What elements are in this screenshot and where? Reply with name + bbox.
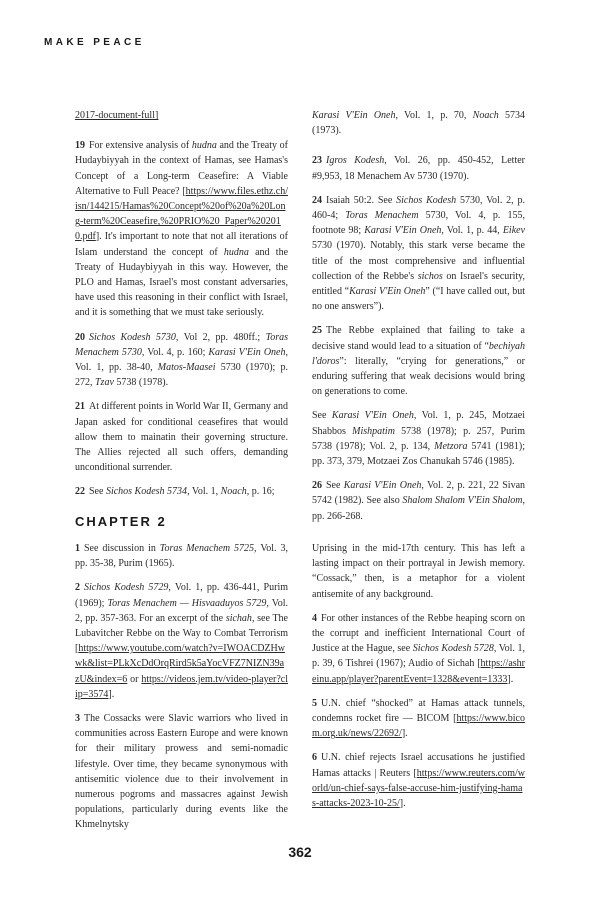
note-text-italic: Eikev <box>502 225 526 237</box>
note-text: Uprising in the mid-17th century. This has left a lasting impact on their portrayal in Jewish memory. “Cossack,” then, is a metaphor for a violent antisemite of any background. <box>312 543 525 600</box>
note-text: See <box>312 410 332 422</box>
note-text: 5730, Vol. 2, p. 460-4; <box>312 194 526 222</box>
note-text-italic: Toras Menachem 5725 <box>159 543 255 554</box>
note-continuation <box>312 541 525 602</box>
note-text: 5730, Vol. 4, p. 155, footnote 98; <box>312 210 526 237</box>
note-text: , Vol. 3, pp. 35-38, Purim (1965). <box>75 543 288 570</box>
note-text: on Israel's security, entitled “ <box>312 270 525 298</box>
note-text: 5738 (1978); p. 257, Purim 5738 (1978); Vol. 2, p. 134, <box>312 425 525 452</box>
notes-column-top-left <box>75 108 288 509</box>
note-text-italic: Matos-Maasei <box>157 362 216 374</box>
note-number: 23 <box>312 155 322 167</box>
note-text: 5730 (1970). Notably, this stark verse became the title of the most comprehensive and influential collection of the Rebbe's <box>312 240 525 282</box>
note-number: 22 <box>75 486 85 498</box>
url-link[interactable]: https://www.youtube.com/watch?v=IWOACDZHwwk&list=PLkXcDdOrqRird5k5aYocVFZ7NIZN39azU&index=6 <box>75 643 285 685</box>
note-text-italic: Shalom Shalom V'Ein Shalom <box>402 495 523 507</box>
notes-column-bottom-left <box>75 541 288 842</box>
note-text: or <box>127 673 142 685</box>
note-text: , see The Lubavitcher Rebbe on the Way to Combat Terrorism [ <box>75 612 288 655</box>
notes-column-bottom-right <box>312 541 525 820</box>
note-text: 5741 (1981); pp. 373, 379, Motzaei Zos Chanukah 5746 (1985). <box>312 440 525 468</box>
note-text: U.N. chief rejects Israel accusations he justified Hamas attacks | Reuters [ <box>312 752 525 779</box>
note-text-italic: Noach <box>220 486 247 498</box>
note-3 <box>75 711 288 833</box>
note-text: 5734 (1973). <box>312 110 526 137</box>
note-text: At different points in World War II, Germany and Japan asked for conditional ceasefires that would allow them to mainatin their governing structure. The Allies rejected all such offers, demanding unconditional surrender. <box>75 401 288 474</box>
note-2 <box>75 580 288 702</box>
note-24 <box>312 193 525 315</box>
note-text: ]. <box>401 728 408 740</box>
note-text-italic: Karasi V'Ein Oneh <box>208 346 286 358</box>
note-25 <box>312 323 525 399</box>
note-text: , Vol. 1, p. 245, Motzaei Shabbos <box>312 410 525 437</box>
note-text: and the Treaty of Hudaybiyyah in this way. However, the PLO and Hamas, Israel's most constant adversaries, have used this reasoning in their conflict with Israel, and it is something that we must take seriously. <box>75 246 289 319</box>
note-number: 26 <box>312 480 322 492</box>
note-continuation <box>75 108 288 123</box>
note-text-italic: Sichos Kodesh 5729 <box>84 582 169 594</box>
note-text-italic: Sichos Kodesh <box>396 194 457 206</box>
note-text: , Vol. 26, pp. 450-452, Letter #9,953, 18 Menachem Av 5730 (1970). <box>312 155 525 182</box>
note-text: U.N. chief “shocked” at Hamas attack tunnels, condemns rocket fire — BICOM [ <box>312 697 525 725</box>
url-link[interactable]: 2017-document-full] <box>75 110 159 121</box>
note-text-italic: Mishpatim <box>352 425 395 437</box>
note-number: 5 <box>312 697 317 709</box>
url-link[interactable]: https://www.reuters.com/world/un-chief-says-false-accuse-him-justifying-hamas-attacks-2023-10-25/ <box>312 767 525 810</box>
note-text: , Vol. 1, pp. 436-441, Purim (1969); <box>75 582 289 609</box>
note-number: 2 <box>75 582 80 594</box>
note-text-italic: Igros Kodesh <box>326 155 385 167</box>
note-text: ]. <box>399 798 406 810</box>
note-text-italic: Toras Menachem <box>345 210 419 222</box>
note-text-italic: Toras Menachem 5730 <box>75 331 288 358</box>
note-text: , Vol. 1, p. 39, 6 Tishrei (1967); Audio of Sichah [ <box>312 643 525 670</box>
note-text: , Vol. 1, p. 70, <box>395 110 473 121</box>
note-text: , Vol. 4, p. 160; <box>141 346 209 358</box>
running-header: MAKE PEACE <box>44 37 145 48</box>
url-link[interactable]: https://www.bicom.org.uk/news/22692/ <box>312 713 525 740</box>
note-text-italic: Karasi V'Ein Oneh <box>312 110 396 121</box>
note-4 <box>312 611 525 687</box>
note-number: 19 <box>75 140 85 152</box>
page-number: 362 <box>288 844 312 860</box>
notes-column-top-right <box>312 108 525 533</box>
note-text: ]. It's important to note that not all iterations of Islam understand the concept of <box>75 231 288 258</box>
note-text: , Vol. 2, pp. 357-363. For an excerpt of the <box>75 597 288 624</box>
note-text: , Vol. 1, p. 44, <box>441 225 503 237</box>
note-continuation <box>312 108 525 138</box>
note-text-italic: bechiyah l'doros <box>312 340 525 367</box>
note-text: , pp. 266-268. <box>312 495 525 522</box>
note-text-italic: Tzav <box>95 377 114 389</box>
note-text: For other instances of the Rebbe heaping scorn on the corrupt and inefficient International Court of Justice at the Hague, see <box>312 612 525 655</box>
note-text: and the Treaty of Hudaybiyyah in the context of Hamas, see Hamas's Concept of a Long-term Ceasefire: A Viable Alternative to Full Peace? [ <box>75 140 288 197</box>
note-text-italic: Sichos Kodesh 5734 <box>105 486 188 498</box>
note-text: 5738 (1978). <box>113 377 169 389</box>
note-19 <box>75 138 288 320</box>
note-text: See discussion in <box>84 543 160 554</box>
note-26 <box>312 478 525 524</box>
note-number: 6 <box>312 752 317 764</box>
note-21 <box>75 399 288 475</box>
note-text: , p. 16; <box>246 486 275 498</box>
url-link[interactable]: https://www.files.ethz.ch/isn/144215/Hamas%20Concept%20of%20a%20Long-term%20Ceasefire,%20PRIO%20_Paper%202010.pdf <box>75 185 288 243</box>
note-text: The Cossacks were Slavic warriors who lived in communities across Eastern Europe and were known for their military prowess and semi-nomadic lifestyle. Over time, they became synonymous with antisemitic violence due to their involvement in numerous pogroms and massacres against Jewish populations, particularly during events like the Khmelnytsky <box>75 713 288 831</box>
note-text: , Vol. 2, p. 221, 22 Sivan 5742 (1982). See also <box>312 480 526 507</box>
note-6 <box>312 750 525 811</box>
url-link[interactable]: https://ashreinu.app/player?parentEvent=1328&event=1333 <box>312 658 525 685</box>
note-text-italic: sichos <box>417 270 443 282</box>
note-text-italic: Noach <box>472 110 499 121</box>
note-text: , Vol 2, pp. 480ff.; <box>175 331 266 343</box>
note-text: ]. <box>108 688 115 700</box>
note-22 <box>75 484 288 499</box>
note-text: See <box>326 480 344 492</box>
note-text: See <box>89 486 106 498</box>
note-text-italic: Sichos Kodesh 5728 <box>412 643 494 655</box>
note-text-italic: Karasi V'Ein Oneh <box>331 410 414 422</box>
note-text: ” (“I have called out, but no one answers”). <box>312 286 525 313</box>
note-text: 5730 (1970); p. 272, <box>75 362 288 389</box>
note-text-italic: hudna <box>191 140 217 152</box>
chapter-heading: CHAPTER 2 <box>75 514 167 529</box>
note-text-italic: Karasi V'Ein Oneh <box>349 286 426 298</box>
note-1 <box>75 541 288 571</box>
note-text: Isaiah 50:2. See <box>326 194 397 206</box>
note-text: ”: literally, “crying for generations,” or enduring suffering that weak decisions would bring on generations to come. <box>312 355 525 398</box>
note-text-italic: Karasi V'Ein Oneh <box>364 225 442 237</box>
note-text: ]. <box>507 673 514 685</box>
note-text-italic: Karasi V'Ein Oneh <box>343 480 422 492</box>
note-text: , Vol. 1, pp. 38-40, <box>75 346 288 374</box>
note-number: 20 <box>75 331 85 343</box>
note-23 <box>312 153 525 183</box>
note-5 <box>312 696 525 742</box>
note-number: 4 <box>312 612 317 624</box>
note-25-continued <box>312 408 525 469</box>
note-number: 21 <box>75 401 85 413</box>
note-text-italic: Metzora <box>434 440 468 452</box>
note-text-italic: sichah <box>225 612 252 624</box>
note-text-italic: Sichos Kodesh 5730 <box>89 331 176 343</box>
note-number: 1 <box>75 543 80 554</box>
note-20 <box>75 330 288 391</box>
note-text: For extensive analysis of <box>89 140 192 152</box>
note-number: 24 <box>312 194 322 206</box>
note-number: 3 <box>75 713 80 725</box>
note-text: , Vol. 1, <box>187 486 221 498</box>
note-number: 25 <box>312 325 322 337</box>
url-link[interactable]: https://videos.jem.tv/video-player?clip=3574 <box>75 673 288 700</box>
note-text-italic: Toras Menachem — Hisvaaduyos 5729 <box>107 597 267 609</box>
note-text: The Rebbe explained that failing to take a decisive stand would lead to a situation of “ <box>312 325 525 352</box>
note-text-italic: hudna <box>223 246 249 258</box>
